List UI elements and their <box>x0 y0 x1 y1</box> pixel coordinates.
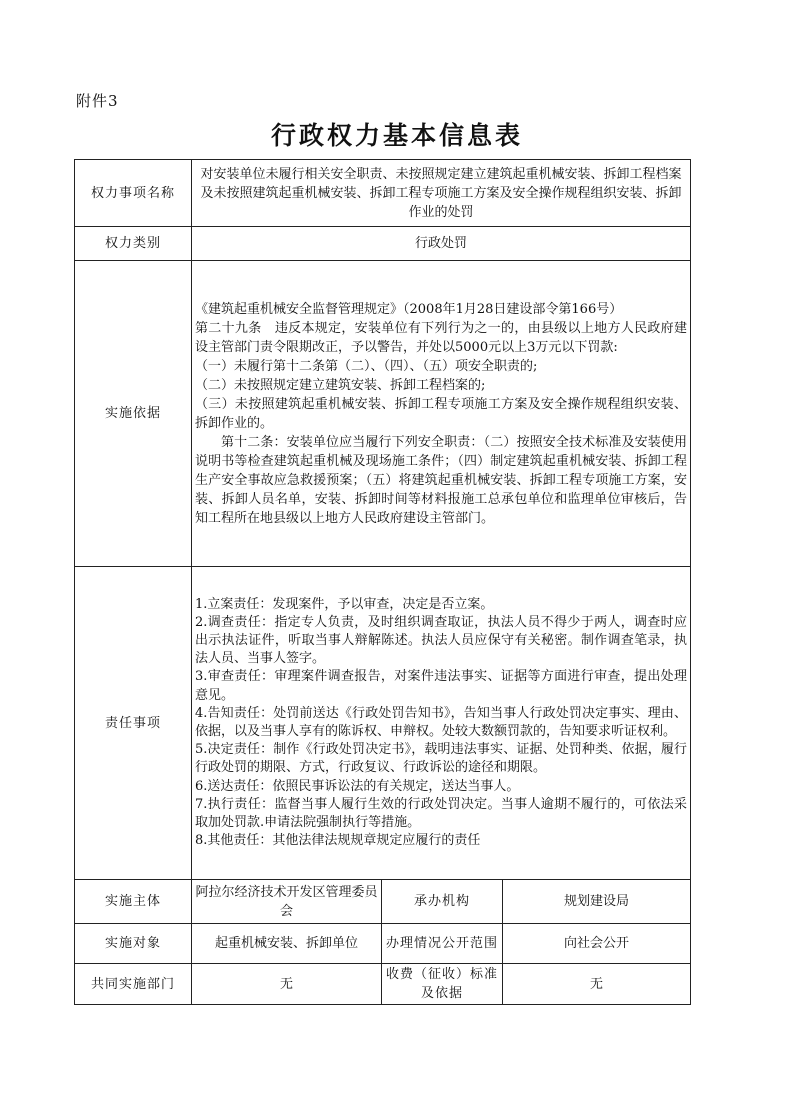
responsibility-item: 2.调查责任：指定专人负责，及时组织调查取证，执法人员不得少于两人，调查时应出示执法证件，听取当事人辩解陈述。执法人员应保守有关秘密。制作调查笔录，执法人员、当事人签字。 <box>195 614 687 667</box>
value-implementing-target: 起重机械安装、拆卸单位 <box>192 924 382 964</box>
row-joint-departments <box>75 964 691 1005</box>
responsibility-item: 7.执行责任：监督当事人履行生效的行政处罚决定。当事人逾期不履行的，可依法采取加处罚款.申请法院强制执行等措施。 <box>195 796 687 831</box>
basis-clause-2: （二）未按照规定建立建筑安装、拆卸工程档案的; <box>195 377 486 393</box>
row-implementing-subject <box>75 880 691 924</box>
basis-regulation: 《建筑起重机械安全监督管理规定》（2008年1月28日建设部令第166号） <box>195 301 623 317</box>
attachment-label: 附件3 <box>76 92 119 110</box>
row-power-name <box>75 160 691 227</box>
value-implementing-subject: 阿拉尔经济技术开发区管理委员会 <box>192 880 382 924</box>
value-disclosure-scope: 向社会公开 <box>503 924 691 964</box>
info-table <box>74 159 691 1005</box>
responsibility-item: 6.送达责任：依照民事诉讼法的有关规定，送达当事人。 <box>195 778 520 794</box>
responsibility-item: 8.其他责任：其他法律法规规章规定应履行的责任 <box>195 833 481 849</box>
row-power-category <box>75 227 691 261</box>
label-handling-agency: 承办机构 <box>382 880 503 924</box>
page-title: 行政权力基本信息表 <box>270 121 523 150</box>
value-power-name: 对安装单位未履行相关安全职责、未按照规定建立建筑起重机械安装、拆卸工程档案及未按照建筑起重机械安装、拆卸工程专项施工方案及安全操作规程组织安装、拆卸作业的处罚 <box>192 160 691 227</box>
label-joint-departments: 共同实施部门 <box>75 964 192 1005</box>
basis-article-29: 第二十九条 违反本规定，安装单位有下列行为之一的，由县级以上地方人民政府建设主管部门责令限期改正，予以警告，并处以5000元以上3万元以下罚款: <box>195 320 687 355</box>
responsibility-item: 5.决定责任：制作《行政处罚决定书》，载明违法事实、证据、处罚种类、依据，履行行政处罚的期限、方式，行政复议、行政诉讼的途径和期限。 <box>195 742 687 776</box>
responsibility-item: 3.审查责任：审理案件调查报告，对案件违法事实、证据等方面进行审查，提出处理意见。 <box>195 669 687 703</box>
label-responsibilities: 责任事项 <box>75 567 192 880</box>
value-handling-agency: 规划建设局 <box>503 880 691 924</box>
row-responsibilities <box>75 567 691 880</box>
basis-clause-3: （三）未按照建筑起重机械安装、拆卸工程专项施工方案及安全操作规程组织安装、拆卸作业的。 <box>195 396 687 431</box>
label-disclosure-scope: 办理情况公开范围 <box>382 924 503 964</box>
label-fee-standard: 收费（征收）标准及依据 <box>382 964 503 1005</box>
row-implementing-target <box>75 924 691 964</box>
label-power-category: 权力类别 <box>75 227 192 261</box>
value-fee-standard: 无 <box>503 964 691 1005</box>
label-implementation-basis: 实施依据 <box>75 261 192 567</box>
basis-clause-1: （一）未履行第十二条第（二）、（四）、（五）项安全职责的; <box>195 358 538 374</box>
value-responsibilities <box>192 567 691 880</box>
label-power-name: 权力事项名称 <box>75 160 192 227</box>
basis-article-12: 第十二条：安装单位应当履行下列安全职责：（二）按照安全技术标准及安装使用说明书等检查建筑起重机械及现场施工条件；（四）制定建筑起重机械安装、拆卸工程生产安全事故应急救援预案；（五）将建筑起重机械安装、拆卸工程专项施工方案，安装、拆卸人员名单，安装、拆卸时间等材料报施工总承包单位和监理单位审核后，告知工程所在地县级以上地方人民政府建设主管部门。 <box>195 434 687 526</box>
value-joint-departments: 无 <box>192 964 382 1005</box>
responsibility-item: 1.立案责任：发现案件，予以审查，决定是否立案。 <box>195 596 494 612</box>
responsibility-item: 4.告知责任：处罚前送达《行政处罚告知书》，告知当事人行政处罚决定事实、理由、依据，以及当事人享有的陈诉权、申辩权。处较大数额罚款的，告知要求听证权利。 <box>195 705 687 739</box>
row-implementation-basis <box>75 261 691 567</box>
label-implementing-subject: 实施主体 <box>75 880 192 924</box>
label-implementing-target: 实施对象 <box>75 924 192 964</box>
value-power-category: 行政处罚 <box>192 227 691 261</box>
value-implementation-basis <box>192 261 691 567</box>
